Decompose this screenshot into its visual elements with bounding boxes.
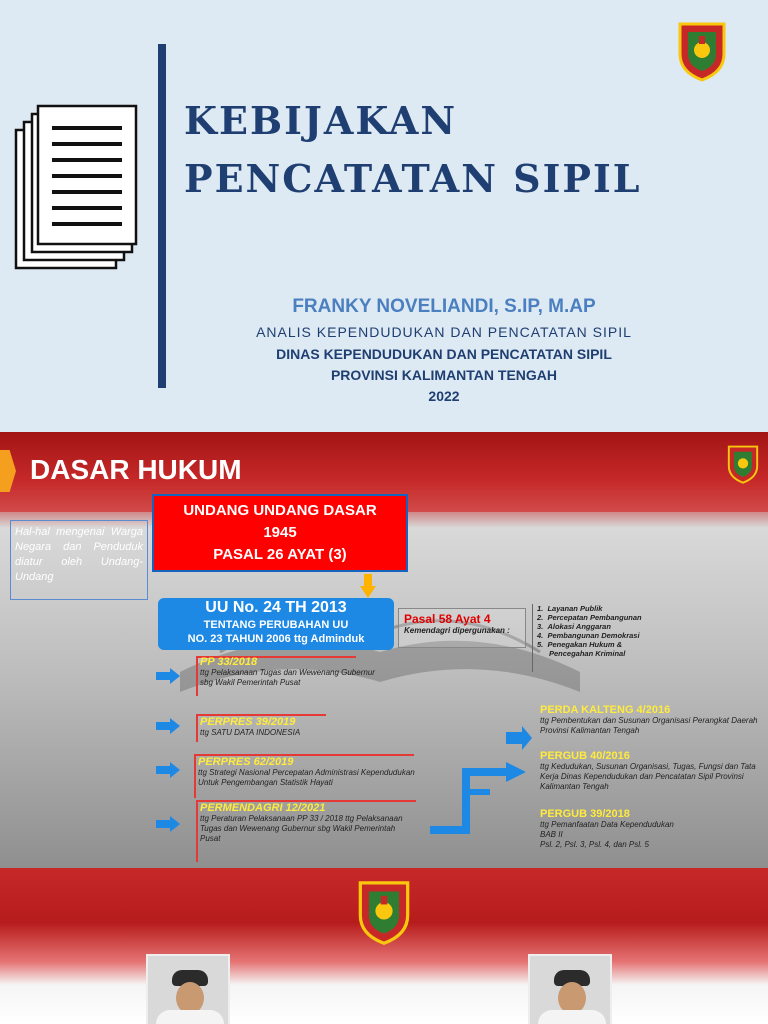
reg-label: PERDA KALTENG 4/2016 xyxy=(540,704,671,716)
emblem-icon xyxy=(726,444,760,489)
title-line-1: KEBIJAKAN xyxy=(184,98,458,143)
slide-title: DASAR HUKUM xyxy=(30,454,242,485)
uud-line-1: UNDANG UNDANG DASAR xyxy=(183,502,377,519)
reg-desc: ttg Strategi Nasional Percepatan Administrasi Kependudukan Untuk Pengembangan Statistik Hayati xyxy=(198,768,415,787)
accent-bar xyxy=(158,44,166,388)
slide-title xyxy=(184,92,641,208)
uniform-shape xyxy=(538,1010,606,1024)
title-line-2: PENCATATAN SIPIL xyxy=(184,156,642,201)
reg-desc: Psl. 2, Psl. 3, Psl. 4, dan Psl. 5 xyxy=(540,840,649,849)
uu-line-1: UU No. 24 TH 2013 xyxy=(205,599,347,616)
reg-desc: ttg Peraturan Pelaksanaan PP 33 / 2018 ttg Pelaksanaan Tugas dan Wewenang Gubernur sbg Wakil Pemerintah Pusat xyxy=(200,814,403,843)
reg-perda-kalteng-4-2016 xyxy=(540,704,764,736)
reg-perpres-39-2019 xyxy=(200,716,400,738)
reg-desc: ttg Pelaksanaan Tugas dan Wewenang Gubernur sbg Wakil Pemerintah Pusat xyxy=(200,668,375,687)
province-name: PROVINSI KALIMANTAN TENGAH xyxy=(330,367,558,383)
reg-desc: ttg Kedudukan, Susunan Organisasi, Tugas, Fungsi dan Tata Kerja Dinas Kependudukan dan Pencatatan Sipil Provinsi Kalimantan Tengah xyxy=(540,762,756,791)
right-arrow-icon xyxy=(156,668,180,684)
reg-pergub-39-2018 xyxy=(540,808,764,850)
emblem-icon xyxy=(356,878,412,951)
list-item: 3. Alokasi Anggaran xyxy=(537,622,611,631)
uu-24-2013-box xyxy=(158,598,394,650)
reg-label: PERMENDAGRI 12/2021 xyxy=(200,802,326,814)
list-item: 2. Percepatan Pembangunan xyxy=(537,613,642,622)
officials-slide xyxy=(0,868,768,1024)
reg-desc: BAB II xyxy=(540,830,563,839)
official-portrait-left xyxy=(146,954,230,1024)
right-arrow-icon xyxy=(156,762,180,778)
list-item: 5. Penegakan Hukum & xyxy=(537,640,623,649)
left-note: Hal-hal mengenai Warga Negara dan Penduduk diatur oleh Undang-Undang xyxy=(10,520,148,600)
reg-label: PERGUB 39/2018 xyxy=(540,808,630,820)
pasal-58-list xyxy=(532,604,650,672)
organization-name: DINAS KEPENDUDUKAN DAN PENCATATAN SIPIL xyxy=(276,346,612,362)
reg-desc: ttg Pembentukan dan Susunan Organisasi Perangkat Daerah Provinsi Kalimantan Tengah xyxy=(540,716,758,735)
year: 2022 xyxy=(428,388,460,404)
author-role: ANALIS KEPENDUDUKAN DAN PENCATATAN SIPIL xyxy=(256,324,632,340)
reg-perpres-62-2019 xyxy=(198,756,418,788)
official-portrait-right xyxy=(528,954,612,1024)
pasal-58-sub: Kemendagri dipergunakan : xyxy=(404,626,510,635)
reg-desc: ttg Pemanfaatan Data Kependudukan xyxy=(540,820,674,829)
uniform-shape xyxy=(156,1010,224,1024)
uu-line-2: TENTANG PERUBAHAN UU xyxy=(203,619,349,631)
reg-label: PP 33/2018 xyxy=(200,656,258,668)
list-item: 1. Layanan Publik xyxy=(537,604,603,613)
right-arrow-icon xyxy=(156,718,180,734)
reg-desc: ttg SATU DATA INDONESIA xyxy=(200,728,301,737)
emblem-icon xyxy=(676,20,728,87)
right-arrow-icon xyxy=(156,816,180,832)
reg-label: PERPRES 62/2019 xyxy=(198,756,294,768)
document-stack-icon xyxy=(14,100,138,277)
pasal-58-box xyxy=(398,608,526,648)
uud-1945-box xyxy=(152,494,408,572)
reg-permendagri-12-2021 xyxy=(200,802,412,844)
author-name: FRANKY NOVELIANDI, S.IP, M.AP xyxy=(292,296,596,317)
reg-pp-33-2018 xyxy=(200,656,390,688)
uu-line-3: NO. 23 TAHUN 2006 ttg Adminduk xyxy=(187,633,365,645)
reg-label: PERPRES 39/2019 xyxy=(200,716,296,728)
reg-pergub-40-2016 xyxy=(540,750,764,792)
list-item: 4. Pembangunan Demokrasi xyxy=(537,631,640,640)
title-slide xyxy=(0,0,768,432)
uud-line-3: PASAL 26 AYAT (3) xyxy=(213,546,347,563)
reg-label: PERGUB 40/2016 xyxy=(540,750,630,762)
connector-arrow-icon xyxy=(506,702,532,772)
list-item: Pencegahan Kriminal xyxy=(549,649,626,658)
uud-line-2: 1945 xyxy=(263,524,297,541)
pasal-58-heading: Pasal 58 Ayat 4 xyxy=(404,612,491,626)
legal-basis-slide xyxy=(0,432,768,868)
